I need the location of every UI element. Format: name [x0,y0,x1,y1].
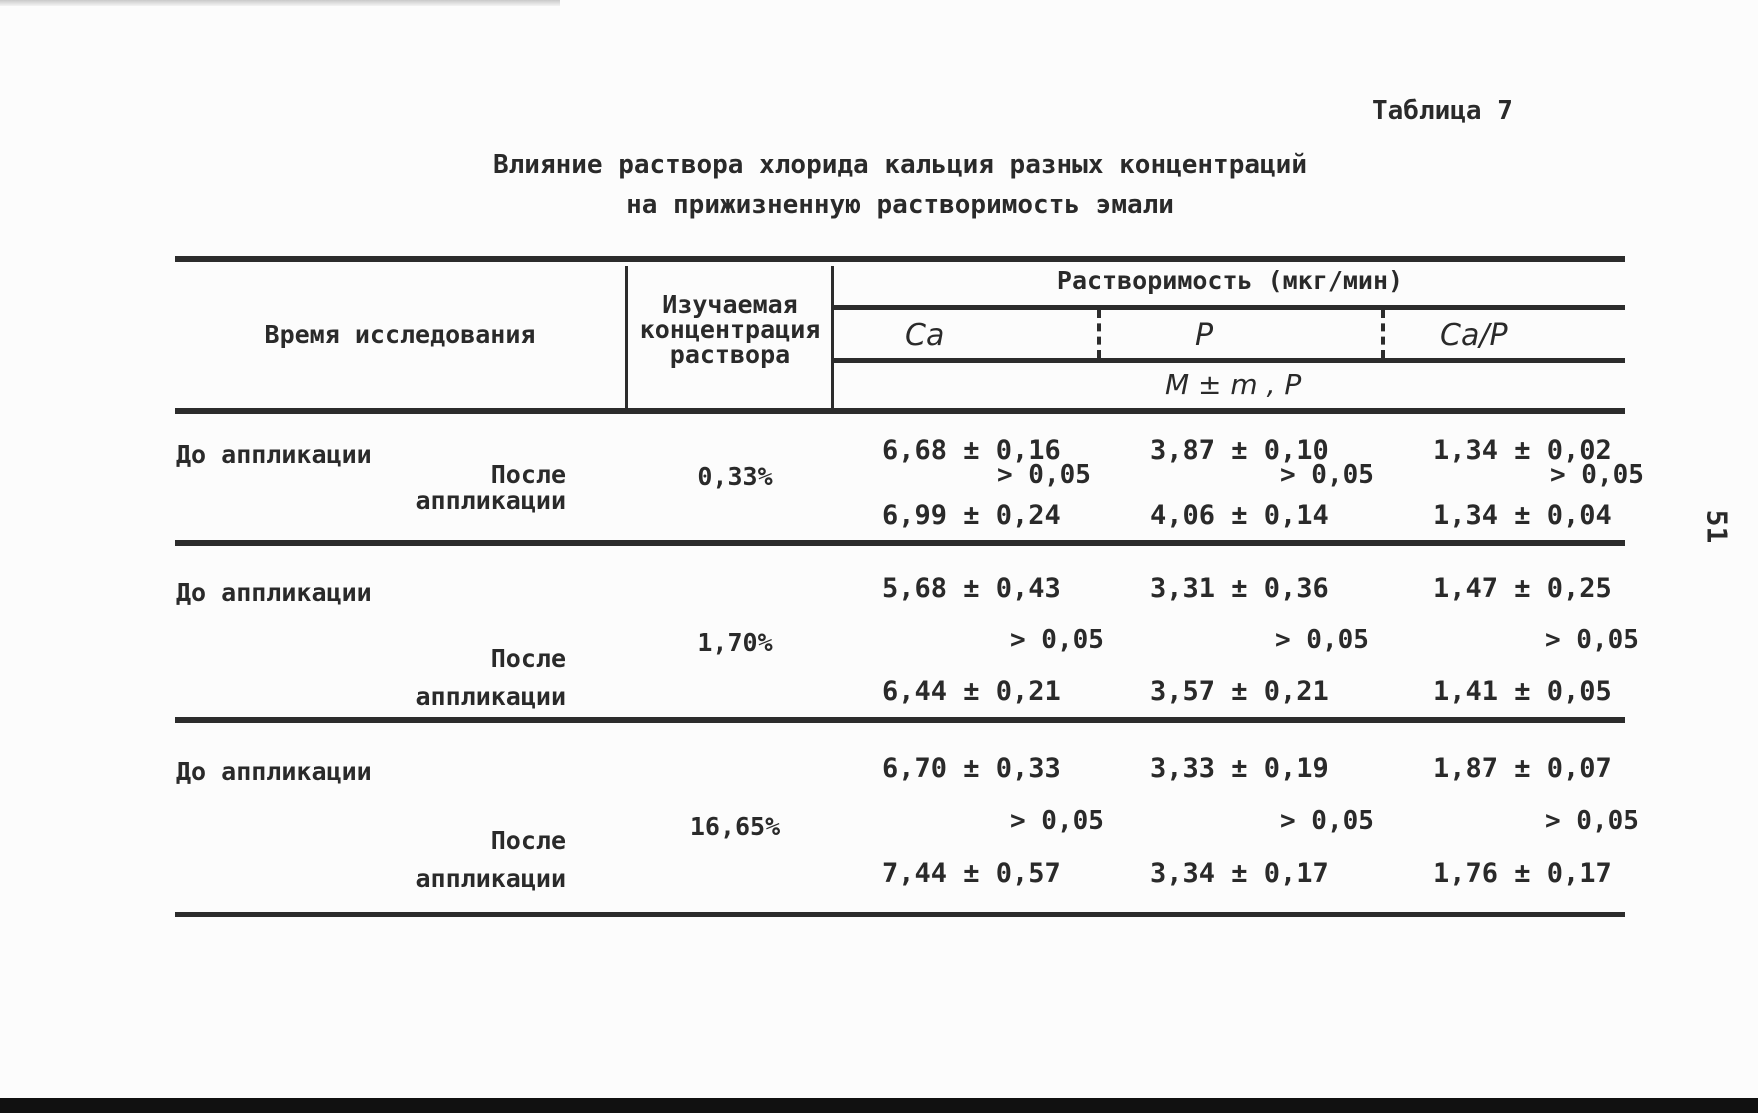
group2-after-label: После аппликации [415,644,566,711]
group3-after-label: После аппликации [415,826,566,893]
rule-col-p-cap [1381,310,1385,358]
group3-before-label: До аппликации [176,757,372,786]
group1-ca-before: 6,68 ± 0,16 [882,435,1061,466]
group1-ca-p: > 0,05 [997,460,1091,490]
group2-p-before: 3,31 ± 0,36 [1150,573,1329,604]
group2-cap-p: > 0,05 [1545,625,1639,655]
rule-col-2 [831,266,834,408]
header-time: Время исследования [264,320,536,349]
header-ca-p: Ca/P [1440,318,1508,353]
scan-shadow-top [0,0,560,6]
group3-concentration: 16,65% [689,812,781,841]
group2-before-label: До аппликации [176,578,372,607]
header-p: P [1195,318,1214,353]
table-title-line-2: на прижизненную растворимость эмали [626,190,1174,220]
rule-col-ca-p [1097,310,1101,358]
group1-p-p: > 0,05 [1280,460,1374,490]
rule-bottom [175,912,1625,917]
group1-p-before: 3,87 ± 0,10 [1150,435,1329,466]
group3-cap-after: 1,76 ± 0,17 [1433,858,1612,889]
header-concentration: Изучаемая концентрация раствора [639,290,821,369]
group1-cap-after: 1,34 ± 0,04 [1433,500,1612,531]
rule-group-2 [175,717,1625,723]
group2-ca-p: > 0,05 [1010,625,1104,655]
group2-concentration: 1,70% [697,628,773,657]
group1-cap-p: > 0,05 [1550,460,1644,490]
group3-ca-after: 7,44 ± 0,57 [882,858,1061,889]
header-ca: Ca [905,318,945,353]
rule-header-sub1 [833,305,1625,310]
group3-ca-p: > 0,05 [1010,806,1104,836]
rule-top [175,256,1625,262]
page-number: 51 [1700,509,1734,544]
group1-before-label: До аппликации [176,440,372,469]
group3-cap-before: 1,87 ± 0,07 [1433,753,1612,784]
group2-ca-after: 6,44 ± 0,21 [882,676,1061,707]
group3-p-after: 3,34 ± 0,17 [1150,858,1329,889]
group1-cap-before: 1,34 ± 0,02 [1433,435,1612,466]
scan-shadow-bottom [0,1098,1758,1113]
group2-cap-after: 1,41 ± 0,05 [1433,676,1612,707]
group3-cap-p: > 0,05 [1545,806,1639,836]
group2-ca-before: 5,68 ± 0,43 [882,573,1061,604]
rule-header-bottom [175,408,1625,414]
group2-cap-before: 1,47 ± 0,25 [1433,573,1612,604]
rule-group-1 [175,540,1625,546]
rule-col-1 [625,266,628,408]
group3-ca-before: 6,70 ± 0,33 [882,753,1061,784]
table-title-line-1: Влияние раствора хлорида кальция разных концентраций [493,150,1307,180]
rule-header-sub2 [833,358,1625,363]
group2-p-after: 3,57 ± 0,21 [1150,676,1329,707]
header-stats: М ± m , P [1165,368,1302,401]
group2-p-p: > 0,05 [1275,625,1369,655]
header-solubility: Растворимость (мкг/мин) [1056,266,1404,295]
group1-concentration: 0,33% [697,462,773,491]
group1-ca-after: 6,99 ± 0,24 [882,500,1061,531]
group3-p-p: > 0,05 [1280,806,1374,836]
table-label: Таблица 7 [1372,96,1513,126]
group1-p-after: 4,06 ± 0,14 [1150,500,1329,531]
group3-p-before: 3,33 ± 0,19 [1150,753,1329,784]
group1-after-label: После аппликации [415,460,566,515]
